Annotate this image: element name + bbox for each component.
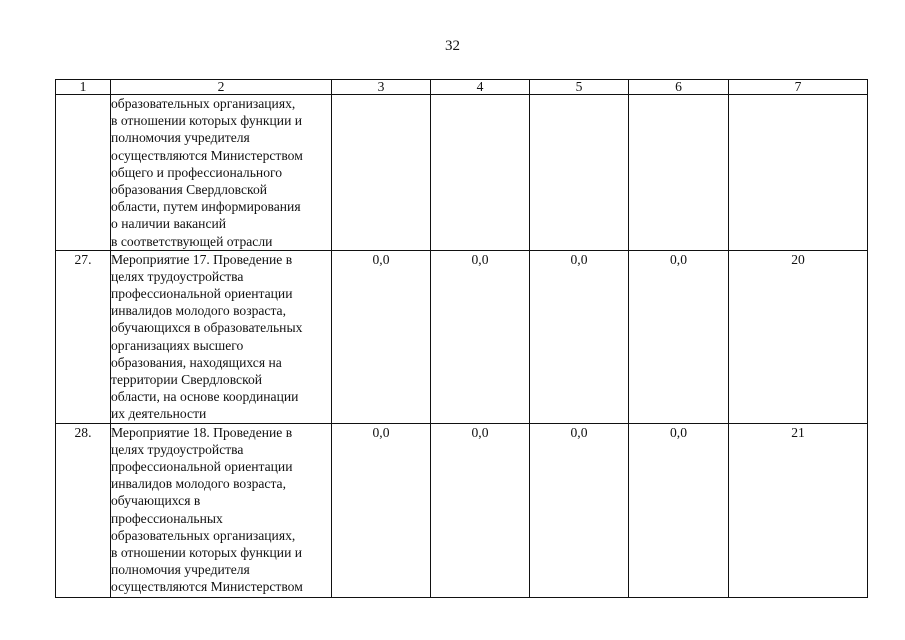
description-line: в соответствующей отрасли: [111, 233, 273, 249]
description-line: целях трудоустройства: [111, 268, 244, 284]
description-line: территории Свердловской: [111, 372, 263, 387]
description-line: образовательных организациях,: [111, 96, 296, 111]
value-cell-col7: 20: [729, 250, 868, 423]
value-cell-col5: 0,0: [530, 250, 629, 423]
row-description-cell: [111, 250, 332, 423]
description-line: обучающихся в: [111, 493, 201, 509]
description-line: образования Свердловской: [111, 181, 268, 197]
table-row: [56, 423, 868, 597]
column-header-6: 6: [629, 80, 729, 95]
value-cell-col4: [431, 95, 530, 251]
description-line: целях трудоустройства: [111, 441, 244, 457]
value-cell-col5: [530, 95, 629, 251]
value-cell-col3: 0,0: [332, 423, 431, 597]
description-line: организациях высшего: [111, 337, 244, 353]
description-line: образования, находящихся на: [111, 354, 282, 370]
value-cell-col3: 0,0: [332, 250, 431, 423]
description-line: образовательных организациях,: [111, 527, 296, 543]
description-line: профессиональной ориентации: [111, 286, 293, 302]
column-header-1: 1: [56, 80, 111, 95]
row-number-cell: 27.: [56, 250, 111, 423]
column-header-3: 3: [332, 80, 431, 95]
page-number: 32: [445, 38, 460, 54]
description-line: о наличии вакансий: [111, 216, 227, 232]
value-cell-col7: 21: [729, 423, 868, 597]
row-description-cell: [111, 423, 332, 597]
row-number-cell: 28.: [56, 423, 111, 597]
description-line: полномочия учредителя: [111, 130, 250, 146]
description-line: Мероприятие 17. Проведение в: [111, 251, 293, 267]
value-cell-col5: 0,0: [530, 423, 629, 597]
description-line: инвалидов молодого возраста,: [111, 476, 286, 492]
description-line: профессиональных: [111, 510, 223, 526]
description-line: обучающихся в образовательных: [111, 320, 303, 336]
description-line: профессиональной ориентации: [111, 458, 293, 474]
value-cell-col6: 0,0: [629, 250, 729, 423]
value-cell-col6: 0,0: [629, 423, 729, 597]
description-line: осуществляются Министерством: [111, 147, 303, 163]
column-header-7: 7: [729, 80, 868, 95]
table-header-row: [56, 80, 868, 95]
value-cell-col6: [629, 95, 729, 251]
description-line: в отношении которых функции и: [111, 113, 303, 129]
row-number-cell: [56, 95, 111, 251]
column-header-5: 5: [530, 80, 629, 95]
table-row: [56, 250, 868, 423]
description-line: области, путем информирования: [111, 199, 301, 215]
description-line: Мероприятие 18. Проведение в: [111, 424, 293, 440]
description-line: инвалидов молодого возраста,: [111, 303, 286, 319]
description-line: осуществляются Министерством: [111, 579, 303, 595]
value-cell-col7: [729, 95, 868, 251]
column-header-4: 4: [431, 80, 530, 95]
description-line: общего и профессионального: [111, 164, 283, 180]
data-table: [55, 79, 868, 598]
description-line: их деятельности: [111, 406, 207, 422]
description-line: в отношении которых функции и: [111, 544, 303, 560]
value-cell-col4: 0,0: [431, 250, 530, 423]
row-description-cell: [111, 95, 332, 251]
table-row: [56, 95, 868, 251]
value-cell-col4: 0,0: [431, 423, 530, 597]
value-cell-col3: [332, 95, 431, 251]
description-line: полномочия учредителя: [111, 562, 250, 578]
column-header-2: 2: [111, 80, 332, 95]
description-line: области, на основе координации: [111, 389, 299, 405]
